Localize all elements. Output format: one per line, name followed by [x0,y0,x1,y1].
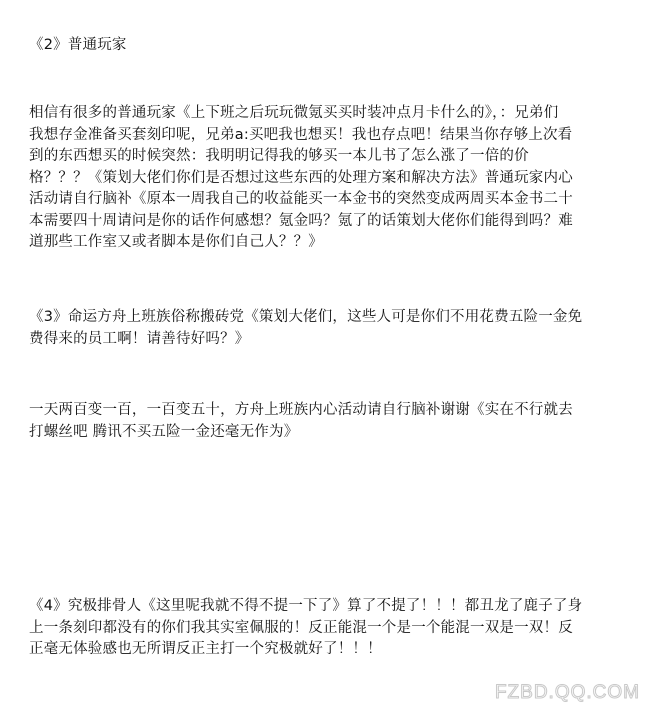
site-watermark: FZBD.QQ.COM [494,682,640,703]
text-line: 费得来的员工啊！请善待好吗？》 [29,330,250,347]
text-line: 到的东西想买的时候突然：我明明记得我的够买一本儿书了怎么涨了一倍的价 [29,148,529,164]
section-4-paragraph [29,596,619,661]
text-line: 打螺丝吧 腾讯不买五险一金还毫无作为》 [29,423,299,440]
text-line: 正毫无体验感也无所谓反正主打一个究极就好了！！！ [29,641,382,657]
section-heading-2 [29,35,619,57]
text-line: 道那些工作室又或者脚本是你们自己人？？》 [29,234,323,250]
paragraph-normal-player [29,103,619,254]
text-line: 我想存金准备买套刻印呢，兄弟a:买吧我也想买！我也存点吧！结果当你存够上次看 [29,126,573,143]
text-line: 《3》命运方舟上班族俗称搬砖党《策划大佬们，这些人可是你们不用花费五险一金免 [29,309,583,325]
paragraph-price-drop [29,400,619,443]
text-line: 活动请自行脑补《原本一周我自己的收益能买一本金书的突然变成两周买本金书二十 [29,191,573,207]
heading-text: 《2》普通玩家 [29,37,127,53]
text-line: 格？？？《策划大佬们你们是否想过这些东西的处理方案和解决方法》普通玩家内心 [29,169,573,186]
text-line: 相信有很多的普通玩家《上下班之后玩玩微氪买买时装冲点月卡什么的》，：兄弟们 [29,105,559,121]
section-3-paragraph [29,307,619,350]
text-line: 一天两百变一百，一百变五十，方舟上班族内心活动请自行脑补谢谢《实在不行就去 [29,402,573,418]
text-line: 上一条刻印都没有的你们我其实室佩服的！反正能混一个是一个能混一双是一双！反 [29,619,573,636]
text-line: 本需要四十周请问是你的话作何感想？氪金吗？氪了的话策划大佬你们能得到吗？难 [29,212,573,229]
text-line: 《4》究极排骨人《这里呢我就不得不提一下了》算了不提了！！！都丑龙了鹿子了身 [29,598,583,614]
